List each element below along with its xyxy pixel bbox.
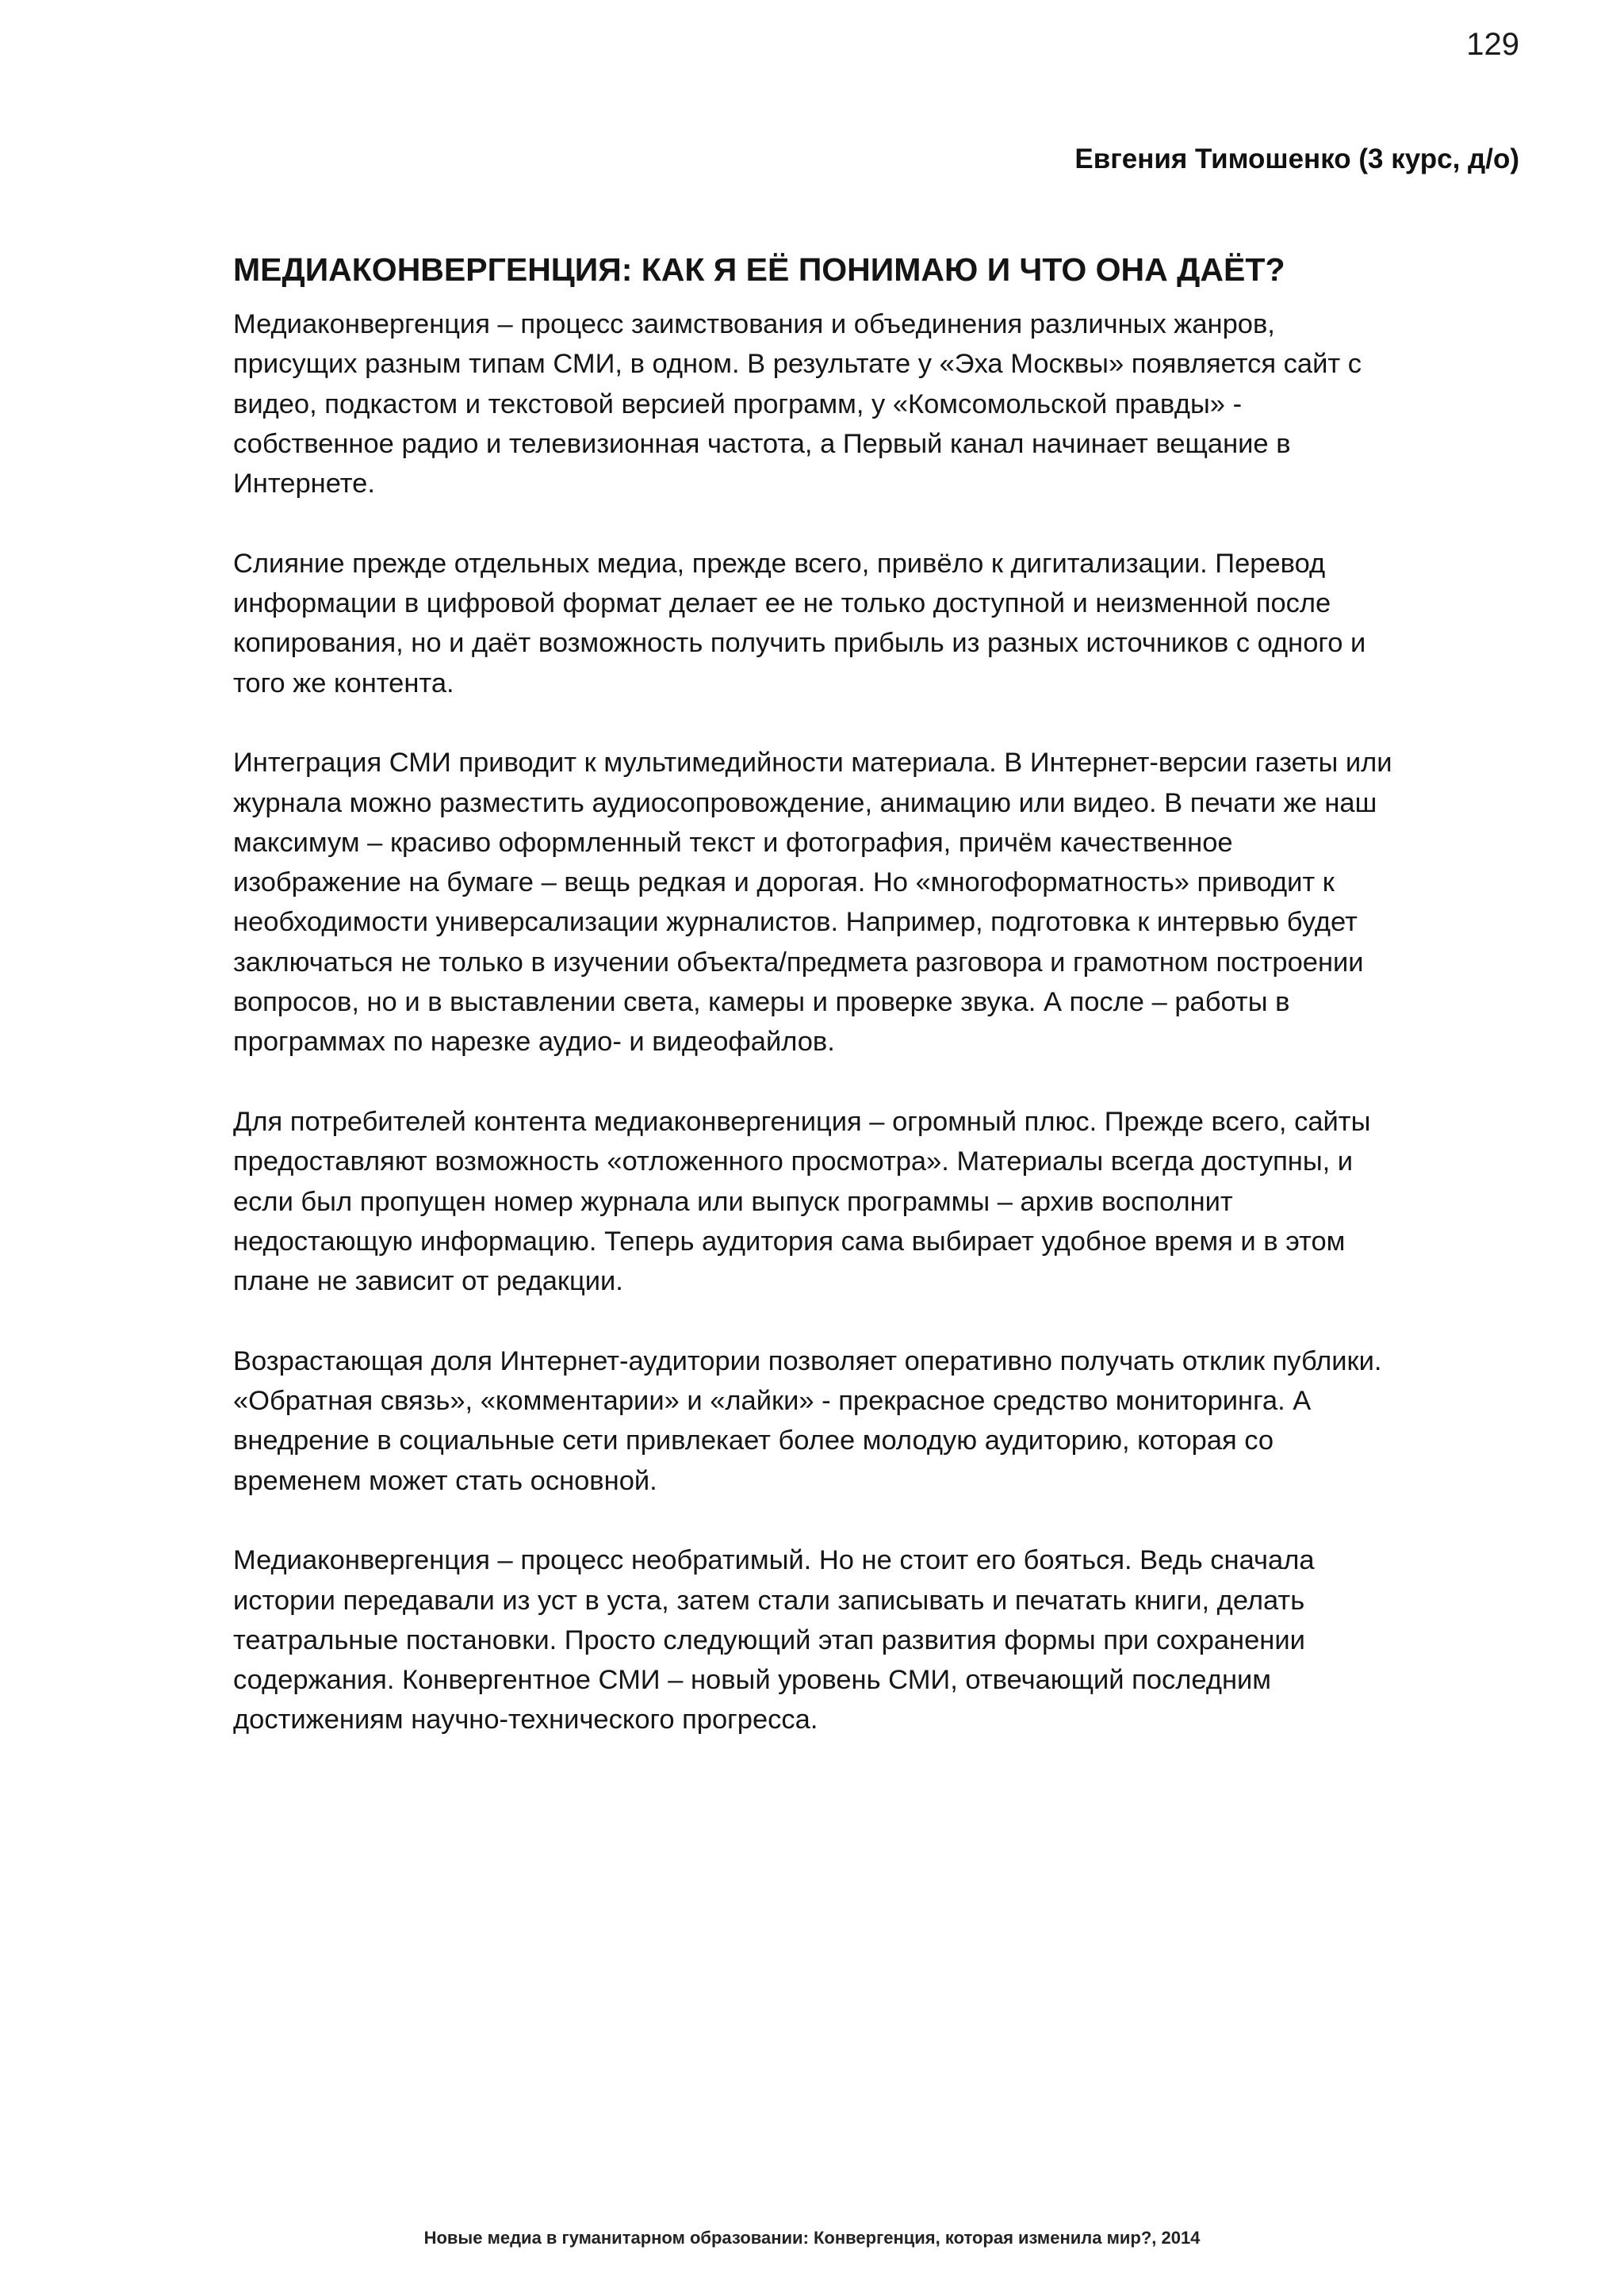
paragraph-line: недостающую информацию. Теперь аудитория сама выбирает удобное время и в этом xyxy=(233,1226,1346,1257)
author-line: Евгения Тимошенко (3 курс, д/о) xyxy=(1074,144,1519,174)
paragraph-line: если был пропущен номер журнала или выпуск программы – архив восполнит xyxy=(233,1186,1233,1217)
paragraph-line: истории передавали из уст в уста, затем стали записывать и печатать книги, делать xyxy=(233,1585,1305,1616)
paragraph-line: Возрастающая доля Интернет-аудитории позволяет оперативно получать отклик публики. xyxy=(233,1345,1382,1376)
paragraph-line: Интернете. xyxy=(233,469,375,499)
paragraph-line: временем может стать основной. xyxy=(233,1465,657,1496)
paragraph-line: журнала можно разместить аудиосопровождение, анимацию или видео. В печати же наш xyxy=(233,787,1377,818)
paragraph-line: заключаться не только в изучении объекта/предмета разговора и грамотном построении xyxy=(233,947,1364,978)
paragraph-4 xyxy=(233,1102,1542,1301)
paragraph-line: вопросов, но и в выставлении света, камеры и проверке звука. А после – работы в xyxy=(233,987,1290,1018)
paragraph-line: необходимости универсализации журналистов. Например, подготовка к интервью будет xyxy=(233,907,1358,938)
article-title: МЕДИАКОНВЕРГЕНЦИЯ: КАК Я ЕЁ ПОНИМАЮ И ЧТО ОНА ДАЁТ? xyxy=(233,251,1285,289)
paragraph-line: Интеграция СМИ приводит к мультимедийности материала. В Интернет-версии газеты или xyxy=(233,748,1392,779)
paragraph-line: присущих разным типам СМИ, в одном. В результате у «Эха Москвы» появляется сайт с xyxy=(233,349,1362,380)
paragraph-line: содержания. Конвергентное СМИ – новый уровень СМИ, отвечающий последним xyxy=(233,1665,1272,1696)
page-footer: Новые медиа в гуманитарном образовании: Конвергенция, которая изменила мир?, 2014 xyxy=(423,2228,1201,2248)
paragraph-line: того же контента. xyxy=(233,668,454,698)
paragraph-line: изображение на бумаге – вещь редкая и дорогая. Но «многоформатность» приводит к xyxy=(233,867,1335,898)
paragraph-line: Медиаконвергенция – процесс необратимый. Но не стоит его бояться. Ведь сначала xyxy=(233,1545,1315,1576)
paragraph-line: плане не зависит от редакции. xyxy=(233,1266,623,1297)
paragraph-6 xyxy=(233,1540,1542,1739)
paragraph-line: Медиаконвергенция – процесс заимствования и объединения различных жанров, xyxy=(233,309,1275,339)
paragraph-5 xyxy=(233,1341,1542,1501)
paragraph-line: достижениям научно-технического прогресса. xyxy=(233,1705,818,1735)
paragraph-line: Слияние прежде отдельных медиа, прежде всего, привёло к дигитализации. Перевод xyxy=(233,548,1326,579)
paragraph-3 xyxy=(233,743,1542,1062)
paragraph-line: максимум – красиво оформленный текст и фотография, причём качественное xyxy=(233,827,1233,858)
paragraph-line: театральные постановки. Просто следующий этап развития формы при сохранении xyxy=(233,1624,1305,1655)
paragraph-line: «Обратная связь», «комментарии» и «лайки» - прекрасное средство мониторинга. А xyxy=(233,1386,1312,1417)
paragraph-line: программах по нарезке аудио- и видеофайлов. xyxy=(233,1027,835,1058)
paragraph-line: информации в цифровой формат делает ее не только доступной и неизменной после xyxy=(233,588,1331,619)
paragraph-line: видео, подкастом и текстовой версией программ, у «Комсомольской правды» - xyxy=(233,388,1243,419)
paragraph-line: собственное радио и телевизионная частота, а Первый канал начинает вещание в xyxy=(233,428,1291,459)
paragraph-1 xyxy=(233,304,1542,503)
page-number: 129 xyxy=(1466,27,1519,62)
paragraph-line: внедрение в социальные сети привлекает более молодую аудиторию, которая со xyxy=(233,1425,1274,1456)
article-body xyxy=(233,304,1542,1780)
paragraph-line: предоставляют возможность «отложенного просмотра». Материалы всегда доступны, и xyxy=(233,1146,1354,1177)
paragraph-line: копирования, но и даёт возможность получить прибыль из разных источников с одного и xyxy=(233,628,1366,659)
paragraph-line: Для потребителей контента медиаконвергениция – огромный плюс. Прежде всего, сайты xyxy=(233,1106,1371,1137)
paragraph-2 xyxy=(233,544,1542,703)
